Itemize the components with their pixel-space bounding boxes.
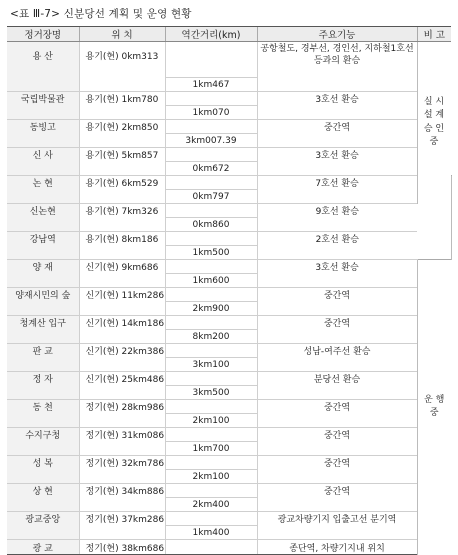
station-name: 동빙고 xyxy=(7,120,79,134)
distance-row xyxy=(7,442,451,456)
station-name: 강남역 xyxy=(7,232,79,246)
station-name: 청계산 입구 xyxy=(7,316,79,330)
remark-in-operation: 운 행 중 xyxy=(417,260,451,555)
station-location: 용기(현) 2km850 xyxy=(79,120,165,134)
distance-row xyxy=(7,162,451,176)
station-location: 용기(현) 8km186 xyxy=(79,232,165,246)
distance-row xyxy=(7,386,451,400)
station-function: 3호선 환승 xyxy=(257,148,417,162)
station-function: 중간역 xyxy=(257,428,417,442)
station-name: 신 사 xyxy=(7,148,79,162)
distance-value: 2km100 xyxy=(165,414,257,428)
distance-value: 2km900 xyxy=(165,302,257,316)
distance-value: 2km400 xyxy=(165,498,257,512)
distance-value: 1km400 xyxy=(165,526,257,540)
station-name: 용 산 xyxy=(7,42,79,69)
station-function: 중간역 xyxy=(257,288,417,302)
station-function: 중간역 xyxy=(257,456,417,470)
station-function: 중간역 xyxy=(257,120,417,134)
station-function: 광교차량기지 입출고선 분기역 xyxy=(257,512,417,526)
table-row xyxy=(7,316,451,330)
station-name: 논 현 xyxy=(7,176,79,190)
col-header-distance: 역간거리(km) xyxy=(165,27,257,42)
distance-value: 0km672 xyxy=(165,162,257,176)
distance-value: 1km700 xyxy=(165,442,257,456)
station-location: 용기(현) 0km313 xyxy=(79,42,165,69)
station-location: 용기(현) 7km326 xyxy=(79,204,165,218)
station-location: 정기(현) 31km086 xyxy=(79,428,165,442)
distance-row xyxy=(7,526,451,540)
distance-row xyxy=(7,498,451,512)
station-name: 신논현 xyxy=(7,204,79,218)
station-function: 9호선 환승 xyxy=(257,204,417,218)
station-function: 3호선 환승 xyxy=(257,92,417,106)
station-name: 국립박물관 xyxy=(7,92,79,106)
table-row xyxy=(7,176,451,190)
distance-value: 1km600 xyxy=(165,274,257,288)
station-function: 중간역 xyxy=(257,484,417,498)
table-row xyxy=(7,344,451,358)
station-location: 용기(현) 6km529 xyxy=(79,176,165,190)
col-header-location: 위 치 xyxy=(79,27,165,42)
station-location: 신기(현) 9km686 xyxy=(79,260,165,274)
station-name: 동 천 xyxy=(7,400,79,414)
col-header-station: 정거장명 xyxy=(7,27,79,42)
distance-value: 1km467 xyxy=(165,78,257,92)
table-row xyxy=(7,400,451,414)
distance-row xyxy=(7,470,451,484)
distance-row xyxy=(7,218,451,232)
station-location: 신기(현) 14km186 xyxy=(79,316,165,330)
station-name: 성 복 xyxy=(7,456,79,470)
header-row xyxy=(7,27,451,42)
station-name: 정 자 xyxy=(7,372,79,386)
station-name: 광교중앙 xyxy=(7,512,79,526)
distance-row xyxy=(7,358,451,372)
distance-value: 3km500 xyxy=(165,386,257,400)
station-function: 중간역 xyxy=(257,316,417,330)
station-function: 3호선 환승 xyxy=(257,260,417,274)
distance-value: 0km860 xyxy=(165,218,257,232)
distance-value: 3km007.39 xyxy=(165,134,257,148)
distance-row xyxy=(7,302,451,316)
table-caption: <표 Ⅲ-7> 신분당선 계획 및 운영 현황 xyxy=(10,8,192,20)
station-location: 신기(현) 11km286 xyxy=(79,288,165,302)
station-function: 2호선 환승 xyxy=(257,232,417,246)
table-row xyxy=(7,260,451,274)
station-location: 용기(현) 5km857 xyxy=(79,148,165,162)
station-function: 분당선 환승 xyxy=(257,372,417,386)
col-header-function: 주요기능 xyxy=(257,27,417,42)
remark-design-approval: 실 시 설 계 승 인 중 xyxy=(417,42,451,204)
distance-row xyxy=(7,190,451,204)
table-row xyxy=(7,204,451,218)
station-location: 용기(현) 1km780 xyxy=(79,92,165,106)
distance-row xyxy=(7,78,451,92)
table-row xyxy=(7,428,451,442)
station-location: 신기(현) 22km386 xyxy=(79,344,165,358)
table-row xyxy=(7,484,451,498)
distance-row xyxy=(7,134,451,148)
table-row xyxy=(7,372,451,386)
station-function: 공항철도, 경부선, 경인선, 지하철1호선 등과의 환승 xyxy=(257,42,417,69)
station-name: 양재시민의 숲 xyxy=(7,288,79,302)
station-table xyxy=(7,26,451,555)
distance-value: 2km100 xyxy=(165,470,257,484)
station-location: 신기(현) 25km486 xyxy=(79,372,165,386)
table-row xyxy=(7,512,451,526)
table-row xyxy=(7,288,451,302)
station-function: 종단역, 차량기지내 위치 xyxy=(257,540,417,555)
distance-row xyxy=(7,274,451,288)
table-row xyxy=(7,456,451,470)
station-function: 성남-여주선 환승 xyxy=(257,344,417,358)
distance-value: 1km500 xyxy=(165,246,257,260)
distance-row xyxy=(7,106,451,120)
distance-row xyxy=(7,330,451,344)
station-name: 상 현 xyxy=(7,484,79,498)
station-name: 양 재 xyxy=(7,260,79,274)
table-row xyxy=(7,148,451,162)
table-row xyxy=(7,92,451,106)
table-row xyxy=(7,540,451,555)
distance-blank xyxy=(165,42,257,78)
table-row xyxy=(7,232,451,246)
distance-value: 1km070 xyxy=(165,106,257,120)
station-location: 정기(현) 32km786 xyxy=(79,456,165,470)
col-header-remarks: 비 고 xyxy=(417,27,451,42)
distance-value: 0km797 xyxy=(165,190,257,204)
distance-value: 3km100 xyxy=(165,358,257,372)
station-function: 7호선 환승 xyxy=(257,176,417,190)
station-name: 판 교 xyxy=(7,344,79,358)
table-row xyxy=(7,42,451,56)
station-function: 중간역 xyxy=(257,400,417,414)
station-name: 광 교 xyxy=(7,540,79,555)
station-location: 정기(현) 37km286 xyxy=(79,512,165,526)
station-location: 정기(현) 34km886 xyxy=(79,484,165,498)
distance-row xyxy=(7,414,451,428)
station-location: 정기(현) 28km986 xyxy=(79,400,165,414)
station-name: 수지구청 xyxy=(7,428,79,442)
distance-value: 8km200 xyxy=(165,330,257,344)
table-row xyxy=(7,120,451,134)
distance-row xyxy=(7,246,451,260)
station-location: 정기(현) 38km686 xyxy=(79,540,165,555)
